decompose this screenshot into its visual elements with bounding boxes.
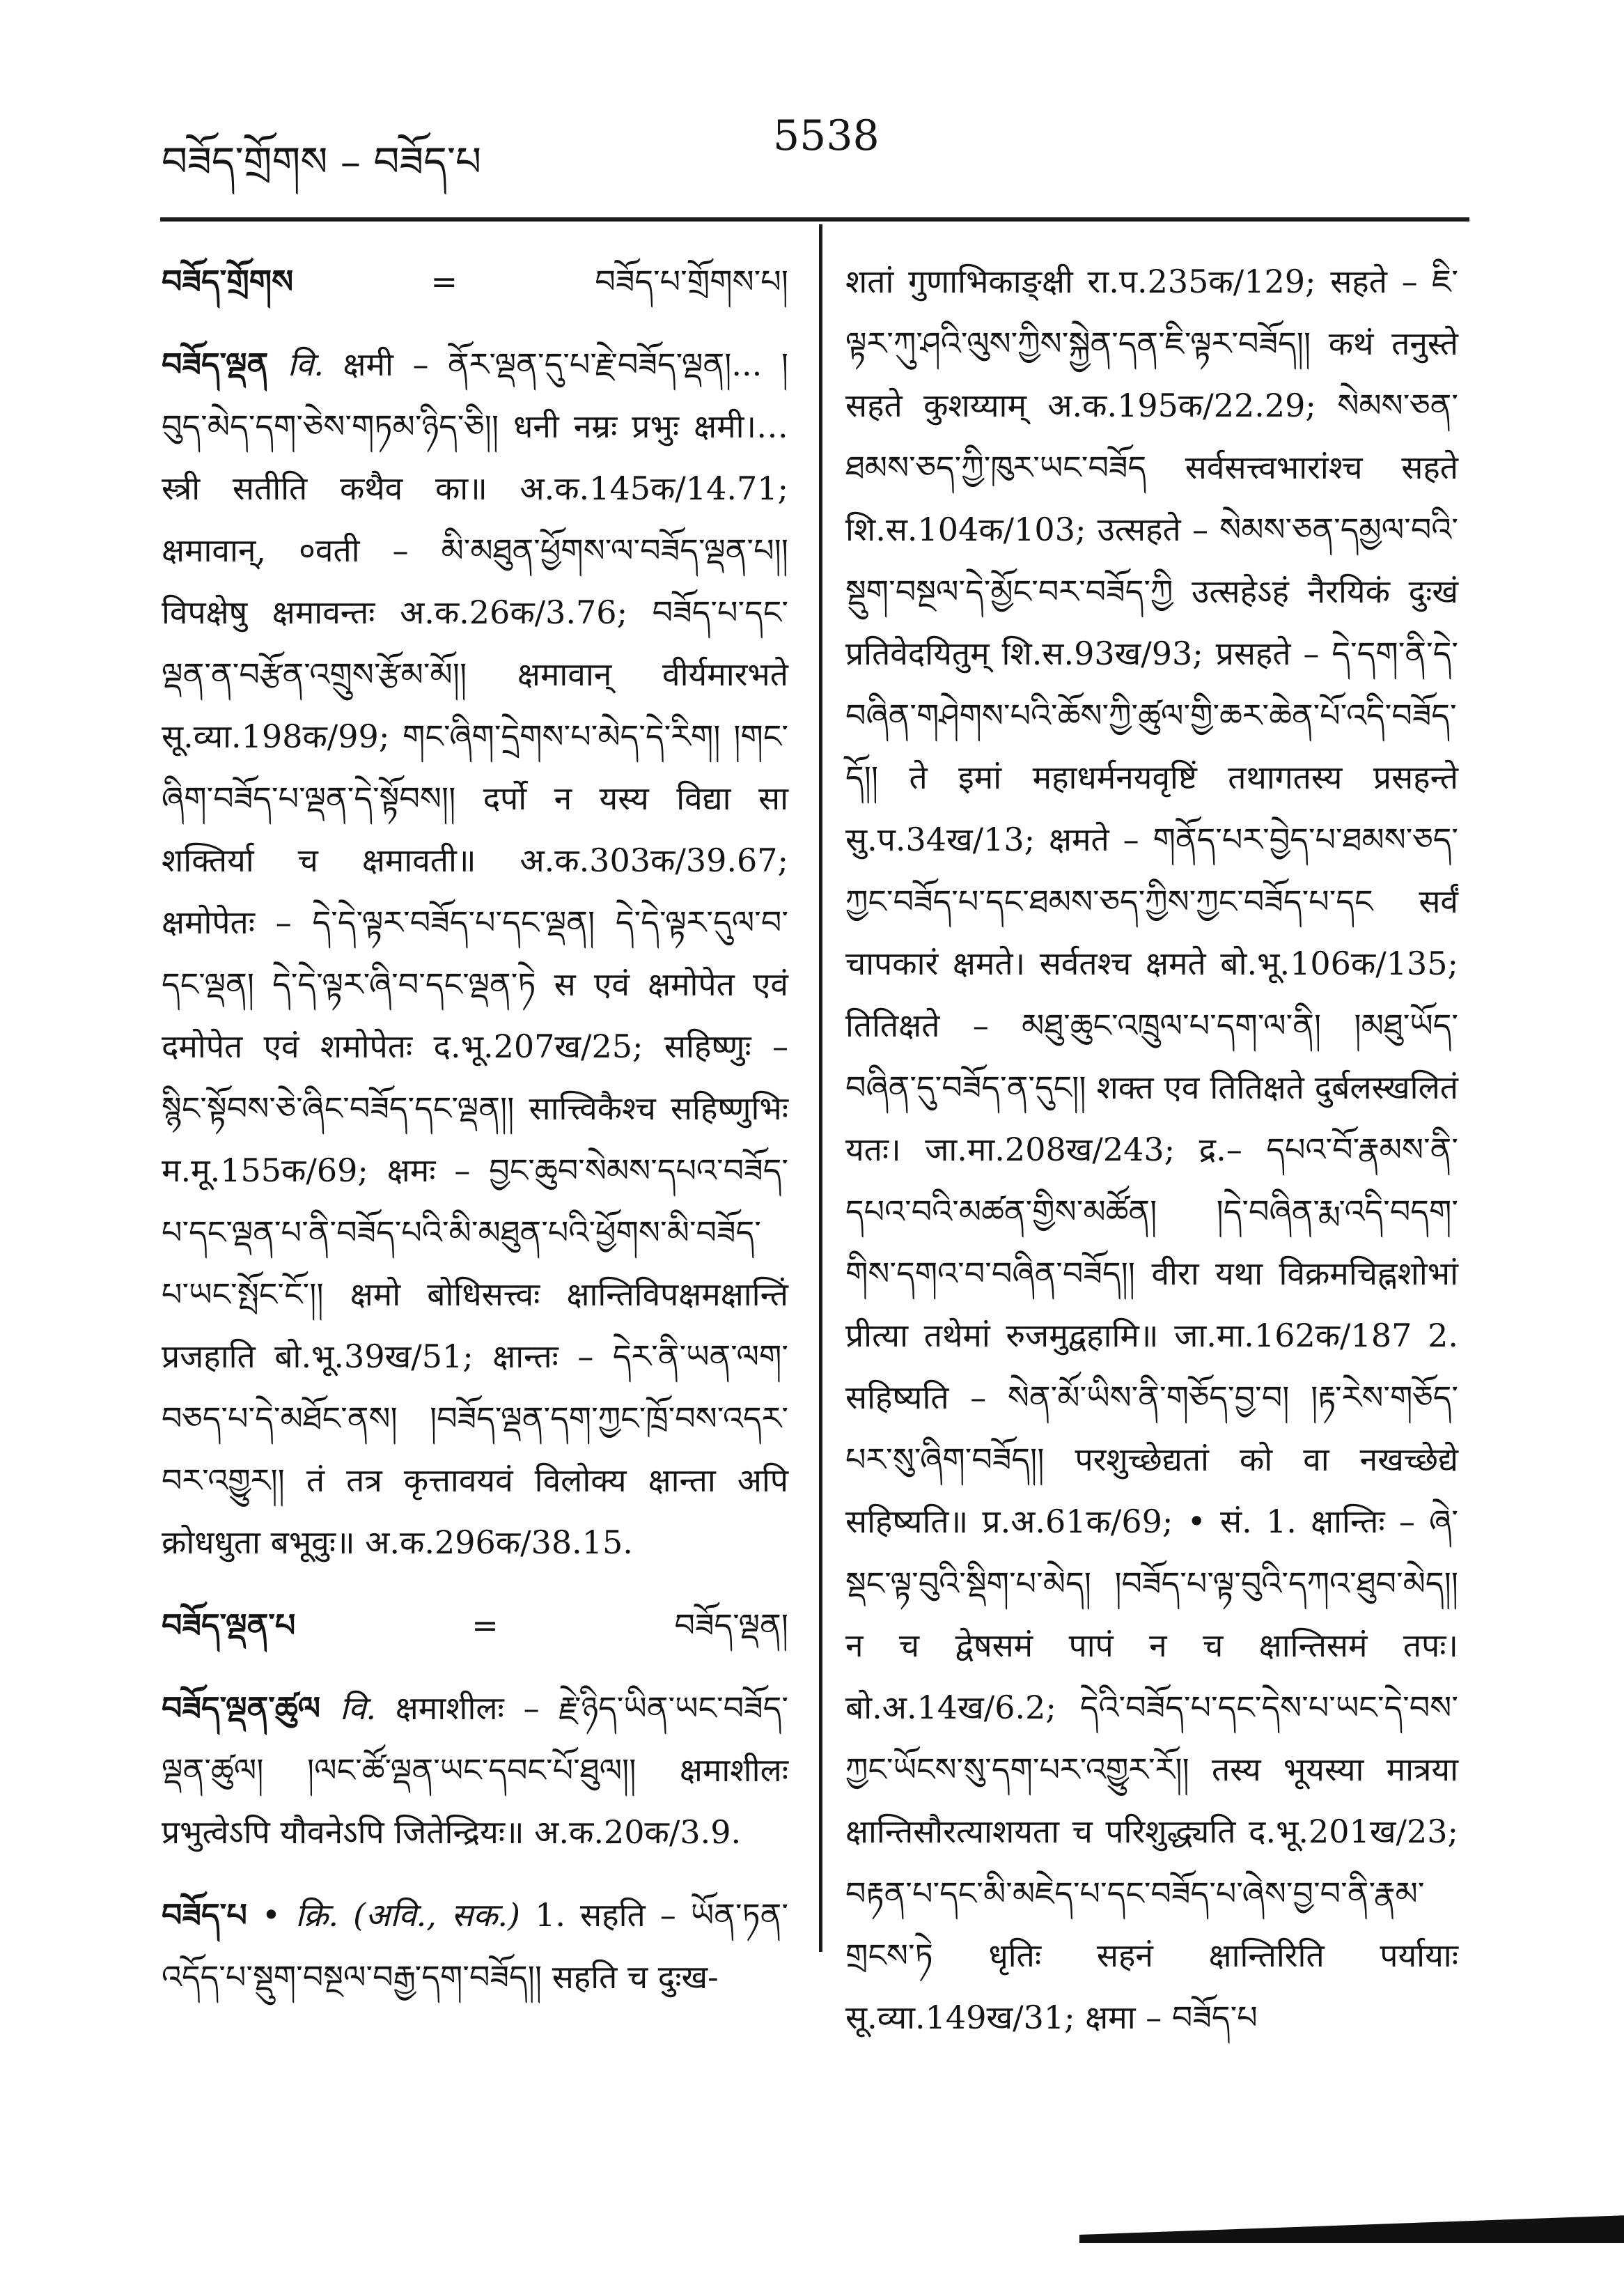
header-rule <box>160 217 1469 222</box>
xref-target: བཟོད་ལྡན། <box>674 1606 788 1644</box>
entry-pos: वि. <box>339 1689 377 1727</box>
entry-xref <box>162 1595 788 1657</box>
scan-shadow <box>1079 2215 1624 2243</box>
column-divider <box>819 224 822 1952</box>
right-column <box>845 251 1458 2070</box>
dictionary-entry <box>162 1677 788 1863</box>
left-column <box>162 251 788 2029</box>
entry-pos: • क्रि. (अवि., सक.) <box>261 1896 520 1934</box>
running-head: བཟོད་གྲོགས – བཟོད་པ <box>162 138 482 185</box>
entry-headword: བཟོད་ལྡན <box>162 346 269 383</box>
entry-body: 1. सहति – ཡོན་ཏན་འདོད་པ་སྡུག་བསྔལ་བརྒྱ་དག་བཟོད།། सहति च दुःख- <box>162 1896 789 1996</box>
entry-headword: བཟོད་ལྡན་ཚུལ <box>162 1689 321 1727</box>
entry-headword: བཟོད་ལྡན་པ <box>162 1606 296 1644</box>
xref-target: བཟོད་པ་གྲོགས་པ། <box>595 263 788 300</box>
entry-headword: བཟོད་གྲོགས <box>162 263 294 300</box>
dictionary-entry <box>162 1884 788 2008</box>
page-number: 5538 <box>773 111 880 160</box>
xref-equals: = <box>430 263 458 300</box>
entry-xref <box>162 251 788 313</box>
entry-continuation: शतां गुणाभिकाङ्क्षी रा.प.235क/129; सहते – ཇི་ལྟར་ཀུ་ཤའི་ལུས་ཀྱིས་སྐྱེན་དན་ཇི་ལྟར་བཟོད།། कथं तनुस्ते सहते कुशय्याम् अ.क.195क/22.29; སེམས་ཅན་ཐམས་ཅད་ཀྱི་ཁུར་ཡང་བཟོད सर्वसत्त्वभारांश्च सहते शि.स.104क/103; उत्सहते – སེམས་ཅན་དམྱལ་བའི་སྡུག་བསྔལ་དེ་མྱོང་བར་བཟོད་ཀྱི उत्सहेऽहं नैरयिकं दुःखं प्रतिवेदयितुम् शि.स.93ख/93; प्रसहते – དེ་དག་ནི་དེ་བཞིན་གཤེགས་པའི་ཆོས་ཀྱི་ཚུལ་གྱི་ཆར་ཆེན་པོ་འདི་བཟོད་དོ།། ते इमां महाधर्मनयवृष्टिं तथागतस्य प्रसहन्ते सु.प.34ख/13; क्षमते – གནོད་པར་བྱེད་པ་ཐམས་ཅད་ཀྱང་བཟོད་པ་དང་ཐམས་ཅད་ཀྱིས་ཀྱང་བཟོད་པ་དང सर्वं चापकारं क्षमते। सर्वतश्च क्षमते बो.भू.106क/135; तितिक्षते – མཐུ་ཆུང་འཁྲུལ་པ་དག་ལ་ནི། །མཐུ་ཡོད་བཞིན་དུ་བཟོད་ན་དུང།། शक्त एव तितिक्षते दुर्बलस्खलितं यतः। जा.मा.208ख/243; द्र.– དཔའ་བོ་རྣམས་ནི་དཔའ་བའི་མཚན་གྱིས་མཚོན། །དེ་བཞིན་རྨ་འདི་བདག་གིས་དགའ་བ་བཞིན་བཟོད།། वीरा यथा विक्रमचिह्नशोभां प्रीत्या तथेमां रुजमुद्वहामि॥ जा.मा.162क/187 2. सहिष्यति – སེན་མོ་ཡིས་ནི་གཅོད་བྱ་བ། །རྟ་རེས་གཅོད་པར་སུ་ཞིག་བཟོད།། परशुच्छेद्यतां को वा नखच्छेद्ये सहिष्यति॥ प्र.अ.61क/69; • सं. 1. क्षान्तिः – ཞེ་སྡང་ལྟ་བུའི་སྡིག་པ་མེད། །བཟོད་པ་ལྟ་བུའི་དཀའ་ཐུབ་མེད།། न च द्वेषसमं पापं न च क्षान्तिसमं तपः। बो.अ.14ख/6.2; དེའི་བཟོད་པ་དང་དེས་པ་ཡང་དེ་བས་ཀྱང་ཡོངས་སུ་དག་པར་འགྱུར་རོ།། तस्य भूयस्या मात्रया क्षान्तिसौरत्याशयता च परिशुद्ध्यति द.भू.201ख/23; བརྟན་པ་དང་མི་མཇེད་པ་དང་བཟོད་པ་ཞེས་བྱ་བ་ནི་རྣམ་གྲངས་ཏེ धृतिः सहनं क्षान्तिरिति पर्यायाः सू.व्या.149ख/31; क्षमा – བཟོད་པ <box>845 263 1458 2036</box>
entry-body: क्षमी – ནོར་ལྡན་དུ་པ་རྗེ་བཟོད་ལྡན།... །བུད་མེད་དག་ཅེས་གཏམ་ཉིད་ཅི།། धनी नम्रः प्रभुः क्षमी।…स्त्री सतीति कथैव का॥ अ.क.145क/14.71; क्षमावान्, ०वती – མི་མཐུན་ཕྱོགས་ལ་བཟོད་ལྡན་པ།། विपक्षेषु क्षमावन्तः अ.क.26क/3.76; བཟོད་པ་དང་ལྡན་ན་བརྩོན་འགྲུས་རྩོམ་མོ།། क्षमावान् वीर्यमारभते सू.व्या.198क/99; གང་ཞིག་དྲེགས་པ་མེད་དེ་རིག། །གང་ཞིག་བཟོད་པ་ལྡན་དེ་སྟོབས།། दर्पो न यस्य विद्या सा शक्तिर्या च क्षमावती॥ अ.क.303क/39.67; क्षमोपेतः – དེ་དེ་ལྟར་བཟོད་པ་དང་ལྡན། དེ་དེ་ལྟར་དུལ་བ་དང་ལྡན། དེ་དེ་ལྟར་ཞི་བ་དང་ལྡན་ཏེ स एवं क्षमोपेत एवं दमोपेत एवं शमोपेतः द.भू.207ख/25; सहिष्णुः – སྙིང་སྟོབས་ཅེ་ཞིང་བཟོད་དང་ལྡན།། सात्त्विकैश्च सहिष्णुभिः म.मू.155क/69; क्षमः – བྱང་ཆུབ་སེམས་དཔའ་བཟོད་པ་དང་ལྡན་པ་ནི་བཟོད་པའི་མི་མཐུན་པའི་ཕྱོགས་མི་བཟོད་པ་ཡང་སྤོང་ངོ་།། क्षमो बोधिसत्त्वः क्षान्तिविपक्षमक्षान्तिं प्रजहाति बो.भू.39ख/51; क्षान्तः – དེར་ནི་ཡན་ལག་བཅད་པ་དེ་མཐོང་ནས། །བཟོད་ལྡན་དག་ཀྱང་ཁྲོ་བས་འདར་བར་འགྱུར།། तं तत्र कृत्तावयवं विलोक्य क्षान्ता अपि क्रोधधुता बभूवुः॥ अ.क.296क/38.15. <box>162 346 789 1561</box>
entry-body: क्षमाशीलः – རྗེ་ཉིད་ཡིན་ཡང་བཟོད་ལྡན་ཚུལ། །ལང་ཚོ་ལྡན་ཡང་དབང་པོ་ཐུལ།། क्षमाशीलः प्रभुत्वेऽपि यौवनेऽपि जितेन्द्रियः॥ अ.क.20क/3.9. <box>162 1689 788 1851</box>
entry-pos: वि. <box>287 346 324 383</box>
xref-equals: = <box>471 1606 499 1644</box>
entry-headword: བཟོད་པ <box>162 1896 247 1934</box>
dictionary-entry <box>162 334 788 1574</box>
